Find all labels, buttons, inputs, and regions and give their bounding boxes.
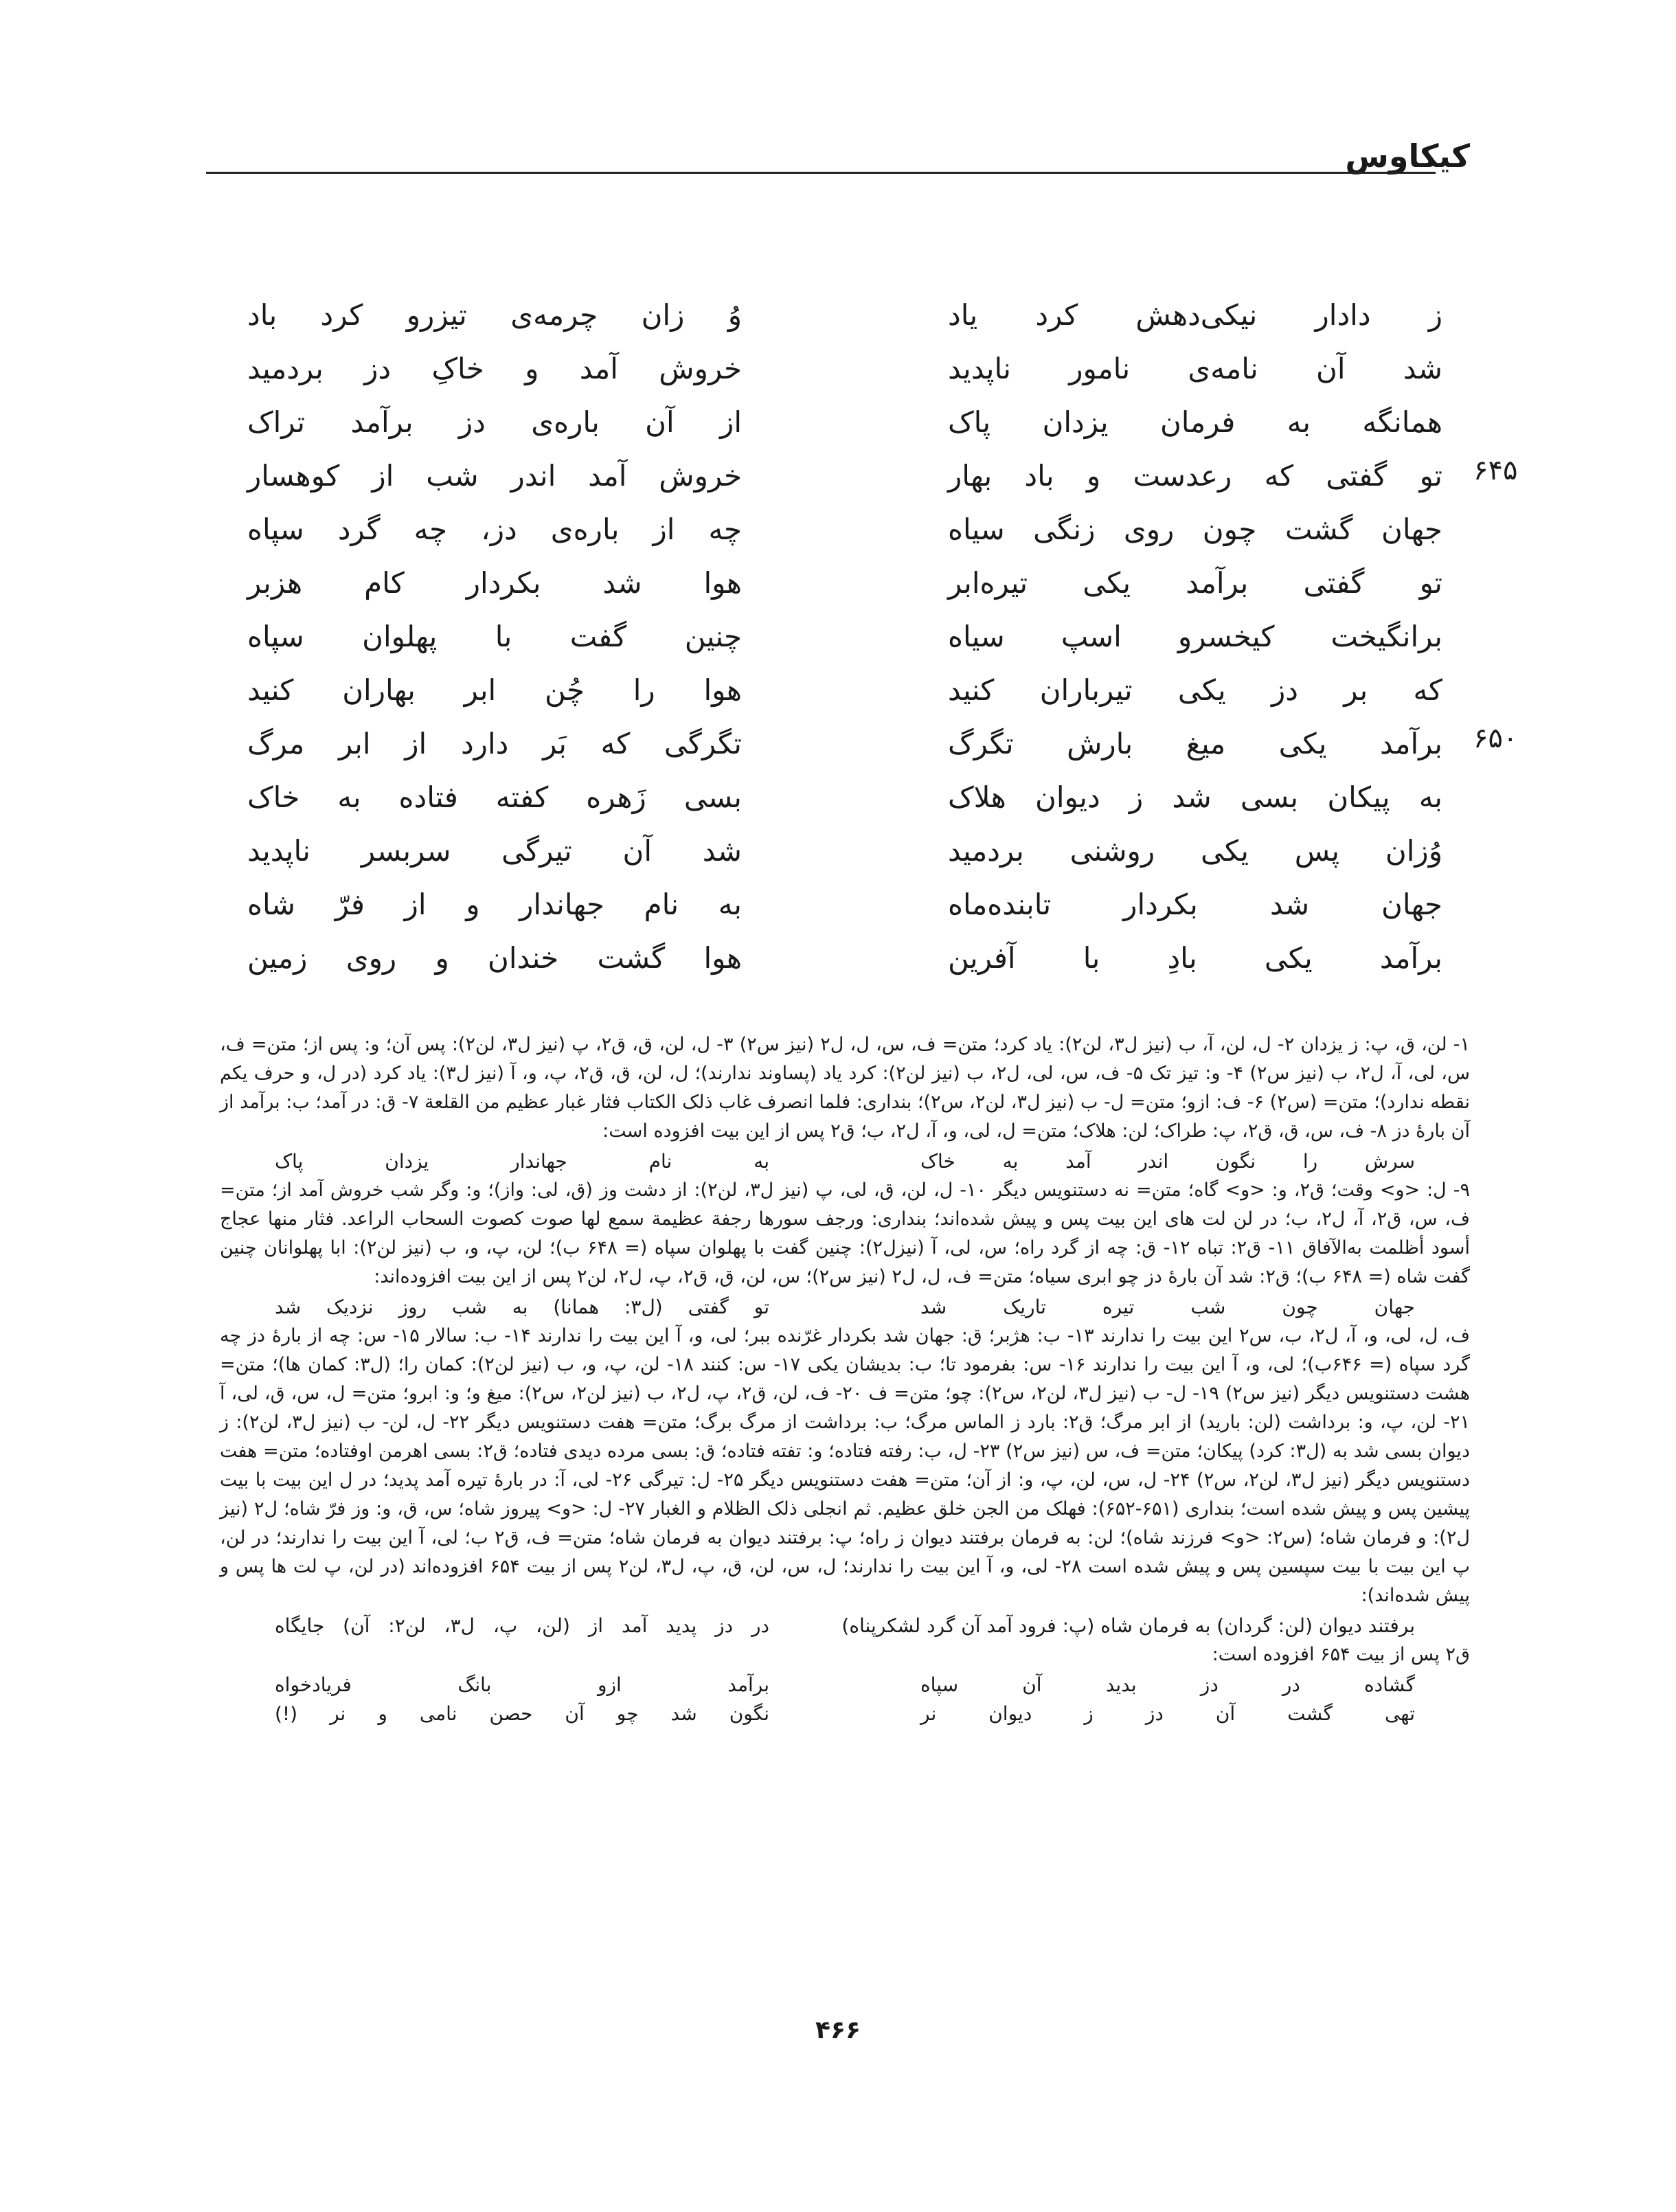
footnotes xyxy=(220,1030,1470,1728)
footnote-paragraph: ف، ل، لی، و، آ، ل۲، ب، س۲ این بیت را ندارند ۱۳- ب: هژبر؛ ق: جهان شد بکردار غرّنده ببر؛ لی، و، آ این بیت را ندارند ۱۴- ب: سالار ۱۵- س: چه از باره‌ٔ دز چه گرد سپاه (= ۶۴۶ب)؛ لی، و، آ این بیت را ندارند ۱۶- س: بفرمود تا؛ ب: بدیشان یکی ۱۷- س: کنند ۱۸- لن، پ، و، ب (نیز لن۲): کمان را؛ (ل۳: کمان ها)؛ متن= هشت دستنویس دیگر (نیز س۲) ۱۹- ل- ب (نیز ل۳، لن۲، س۲): چو؛ متن= ف ۲۰- ف، لن، ق۲، پ، ل۲، ب (نیز لن۲، س۲): میغ و؛ و: ابرو؛ متن= ل، س، ق، لی، آ ۲۱- لن، پ، و: برداشت (لن: بارید) از ابر مرگ؛ ق۲: بارد ز الماس مرگ؛ ب: برداشت از مرگ برگ؛ متن= هفت دستنویس دیگر ۲۲- ل، لن- ب (نیز ل۳، لن۲): ز دیوان بسی شد به (ل۳: کرد) پیکان؛ متن= ف، س (نیز س۲) ۲۳- ل، ب: رفته فتاده؛ و: تفته فتاده؛ ق: بسی مرده دیدی فتاده؛ ق۲: بسی اهرمن اوفتاده؛ متن= هفت دستنویس دیگر (نیز ل۳، لن۲، س۲) ۲۴- ل، س، لن، پ، و: از آن؛ متن= هفت دستنویس دیگر ۲۵- ل: تیرگی ۲۶- لی، آ: در باره‌ٔ تیره آمد پدید؛ در ل این بیت با بیت پیشین پس و پیش شده است؛ بنداری (۶۵۱-۶۵۲): فهلک من الجن خلق عظیم. ثم انجلی ذلک الظلام و الغبار ۲۷- ل: <و> پیروز شاه؛ س، ق، و: وز فرّ شاه؛ ل۲ (نیز ل۲): و فرمان شاه؛ (س۲: <و> فرزند شاه)؛ لن: به فرمان برفتند دیوان ز راه؛ پ: برفتند دیوان به فرمان شاه؛ متن= ف، ق۲ ب؛ لی، آ این بیت را ندارند؛ در لن، پ این بیت با بیت سپسین پس و پیش شده است ۲۸- لی، و، آ این بیت را ندارند؛ ل، س، لن، ق، پ، ل۳، لن۲ پس از بیت ۶۵۴ افزوده‌اند (در لن، پ لت ها پس و پیش شده‌اند): xyxy=(220,1325,1471,1606)
verse-row xyxy=(220,824,1470,878)
verse-hemistich-right: برآمد یکی میغ بارش تگرگ xyxy=(948,727,1442,760)
footnote-paragraph: ق۲ پس از بیت ۶۵۴ افزوده است: xyxy=(1212,1644,1470,1665)
couplet-right: برفتند دیوان (لن: گردان) به فرمان شاه (پ: فرود آمد آن گرد لشکرپناه) xyxy=(841,1614,1415,1637)
verse-hemistich-left: خروش آمد اندر شب از کوهسار xyxy=(247,459,742,493)
verse-hemistich-right: که بر دز یکی تیرباران کنید xyxy=(948,673,1442,707)
verse-hemistich-right: وُزان پس یکی روشنی بردمید xyxy=(948,834,1442,868)
verse-hemistich-right: شد آن نامه‌ی نامور ناپدید xyxy=(948,352,1442,385)
verse-row xyxy=(220,717,1518,771)
verse-hemistich-left: به نام جهاندار و از فرّ شاه xyxy=(247,888,742,921)
verse-row xyxy=(220,556,1470,610)
verse-hemistich-left: وُ زان چرمه‌ی تیزرو کرد باد xyxy=(247,298,742,332)
running-header-title: کیکاوس xyxy=(1345,137,1470,174)
verse-hemistich-right: برانگیخت کیخسرو اسپ سیاه xyxy=(948,620,1442,653)
footnote-couplet xyxy=(220,1293,1470,1322)
footnote-paragraph: ۹- ل: <و> وقت؛ ق۲، و: <و> گاه؛ متن= نه دستنویس دیگر ۱۰- ل، لن، ق، لی، پ (نیز ل۳، لن۲): از دشت وز (ق، لی: واز)؛ و: وگر شب خروش آمد از؛ متن= ف، س، ق۲، آ، ل۲، ب؛ در لن لت های این بیت پس و پیش شده‌اند؛ بنداری: ورجف سورها رجفة عظیمة سمع لها صوت کصوت السحاب الراعد. فثار منها عجاج أسود أظلمت به‌الآفاق ۱۱- ق۲: تباه ۱۲- ق: چه از گرد راه؛ س، لی، آ (نیزل۲): چنین گفت با پهلوان سپاه (= ۶۴۸ ب)؛ لن، پ، و، ب (نیز لن۲): ابا پهلوانان چنین گفت شاه (= ۶۴۸ ب)؛ ق۲: شد آن باره‌ٔ دز چو ابری سیاه؛ متن= ف، ل، ل۲ (نیز س۲)؛ س، لن، ق، ق۲، پ، ل۲، لن۲ پس از این بیت افزوده‌اند: xyxy=(220,1180,1471,1287)
verse-hemistich-left: خروش آمد و خاکِ دز بردمید xyxy=(247,352,742,385)
verse-hemistich-left: چنین گفت با پهلوان سپاه xyxy=(247,620,742,653)
verse-hemistich-right: ز دادار نیکی‌دهش کرد یاد xyxy=(948,298,1442,332)
verse-hemistich-right: همانگه به فرمان یزدان پاک xyxy=(948,405,1442,439)
couplet-left: در دز پدید آمد از (لن، پ، ل۳، لن۲: آن) جایگاه xyxy=(275,1614,769,1637)
couplet-right: جهان چون شب تیره تاریک شد xyxy=(920,1296,1415,1318)
couplet-right: سرش را نگون اندر آمد به خاک xyxy=(920,1150,1415,1173)
verse-hemistich-left: هوا شد بکردار کام هزبر xyxy=(247,566,742,600)
footnote-couplet xyxy=(220,1700,1470,1728)
verse-hemistich-left: هوا را چُن ابر بهاران کنید xyxy=(247,673,742,707)
verse-row xyxy=(220,771,1470,824)
verse-row xyxy=(220,878,1470,932)
verse-row xyxy=(220,610,1470,664)
verse-hemistich-right: جهان شد بکردار تابنده‌ماه xyxy=(948,888,1442,921)
page-number: ۴۶۶ xyxy=(815,2016,861,2044)
verse-row xyxy=(220,932,1470,985)
couplet-right: تهی گشت آن دز ز دیوان نر xyxy=(920,1702,1415,1725)
couplet-left: تو گفتی (ل۳: همانا) به شب روز نزدیک شد xyxy=(275,1296,769,1318)
verse-hemistich-left: تگرگی که بَر دارد از ابر مرگ xyxy=(247,727,742,760)
verse-row xyxy=(220,449,1518,503)
verse-hemistich-left: هوا گشت خندان و روی زمین xyxy=(247,941,742,975)
verse-line-number: ۶۵۰ xyxy=(1473,723,1518,754)
verse-hemistich-left: از آن باره‌ی دز برآمد تراک xyxy=(247,405,742,439)
verse-hemistich-right: تو گفتی برآمد یکی تیره‌ابر xyxy=(948,566,1442,600)
couplet-left: نگون شد چو آن حصن نامی و نر (!) xyxy=(275,1702,769,1725)
verse-block xyxy=(220,289,1518,985)
verse-row xyxy=(220,396,1470,449)
footnote-paragraph: ۱- لن، ق، پ: ز یزدان ۲- ل، لن، آ، ب (نیز ل۳، لن۲): یاد کرد؛ متن= ف، س، ل، ل۲ (نیز س۲) ۳- ل، لن، ق، ق۲، پ (نیز ل۳، لن۲): پس آن؛ و: پس از؛ متن= ف، س، لی، آ، ل۲، ب (نیز س۲) ۴- و: تیز تک ۵- ف، س، لی، ل۲، ب (نیز لن۲): کرد یاد (پساوند ندارند)؛ ل، لن، ق، ق۲، پ، و، آ (نیز ل۳): یاد کرد (در ل، و حرف یکم نقطه ندارد)؛ متن= (س۲) ۶- ف: ازو؛ متن= ل- ب (نیز ل۳، لن۲، س۲)؛ بنداری: فلما انصرف غاب ذلک الکتاب فثار غبار عظیم من القلعة ۷- ق: در آمد؛ ب: برآمد از آن باره‌ٔ دز ۸- ف، س، ق، ق۲، پ: طراک؛ لن: هلاک؛ متن= ل، لی، و، آ، ل۲، ب؛ ق۲ پس از این بیت افزوده است: xyxy=(220,1034,1471,1142)
verse-hemistich-right: به پیکان بسی شد ز دیوان هلاک xyxy=(948,780,1442,814)
footnote-couplet xyxy=(220,1671,1470,1700)
verse-hemistich-right: تو گفتی که رعدست و باد بهار xyxy=(948,459,1442,493)
verse-row xyxy=(220,503,1470,556)
verse-hemistich-left: چه از باره‌ی دز، چه گرد سپاه xyxy=(247,512,742,546)
couplet-left: به نام جهاندار یزدان پاک xyxy=(275,1150,769,1173)
verse-hemistich-right: برآمد یکی بادِ با آفرین xyxy=(948,941,1442,975)
verse-row xyxy=(220,289,1470,342)
footnote-couplet xyxy=(220,1612,1470,1640)
couplet-left: برآمد ازو بانگ فریادخواه xyxy=(275,1673,769,1696)
verse-hemistich-right: جهان گشت چون روی زنگی سیاه xyxy=(948,512,1442,546)
footnote-couplet xyxy=(220,1147,1470,1176)
couplet-right: گشاده در دز بدید آن سپاه xyxy=(920,1673,1415,1696)
verse-row xyxy=(220,664,1470,717)
header-rule xyxy=(206,172,1436,174)
verse-row xyxy=(220,342,1470,396)
verse-hemistich-left: شد آن تیرگی سربسر ناپدید xyxy=(247,834,742,868)
verse-hemistich-left: بسی زَهره کفته فتاده به خاک xyxy=(247,780,742,814)
verse-line-number: ۶۴۵ xyxy=(1473,455,1518,486)
